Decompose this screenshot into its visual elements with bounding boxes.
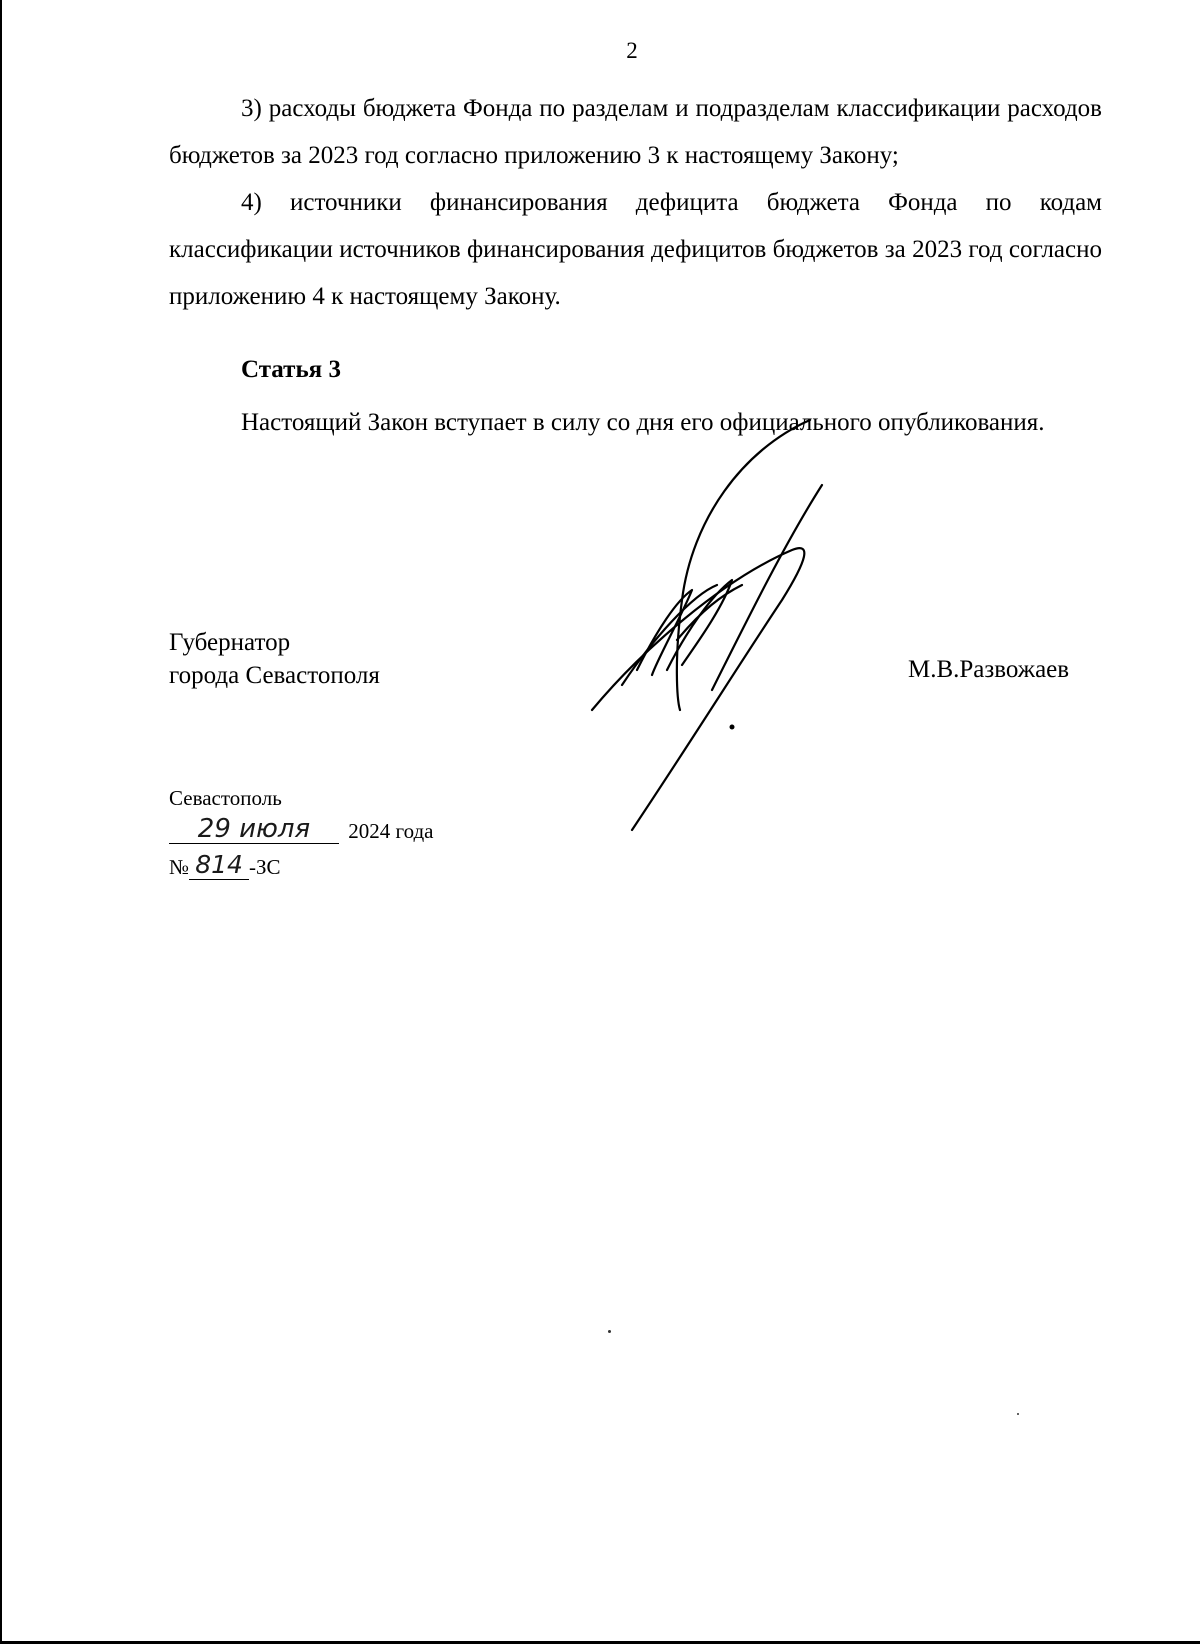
signer-position-line2: города Севастополя: [169, 662, 380, 689]
date-handwritten: 29 июля: [169, 815, 339, 844]
paragraph-item-4: 4) источники финансирования дефицита бюджета Фонда по кодам классификации источников финансирования дефицитов бюджетов за 2023 год согласно приложению 4 к настоящему Закону.: [169, 189, 1102, 310]
paragraph-item-3: 3) расходы бюджета Фонда по разделам и подразделам классификации расходов бюджетов за 2023 год согласно приложению 3 к настоящему Закону;: [169, 95, 1102, 169]
date-line: [169, 815, 434, 851]
signer-name: М.В.Развожаев: [908, 656, 1070, 683]
number-sign: №: [169, 855, 190, 879]
scan-speck: [1017, 1413, 1019, 1415]
page-number: 2: [626, 38, 638, 63]
article-title: Статья 3: [241, 356, 341, 383]
signer-position-line1: Губернатор: [169, 629, 291, 656]
number-line: [169, 851, 281, 880]
scan-speck: [608, 1330, 611, 1333]
signer-position: [169, 626, 380, 692]
handwritten-signature: [582, 410, 882, 850]
article-text: Настоящий Закон вступает в силу со дня его официального опубликования.: [241, 409, 1045, 436]
place: Севастополь: [169, 786, 282, 810]
date-year: 2024 года: [348, 819, 434, 843]
number-suffix: -ЗС: [249, 855, 281, 879]
number-handwritten: 814: [189, 851, 249, 880]
